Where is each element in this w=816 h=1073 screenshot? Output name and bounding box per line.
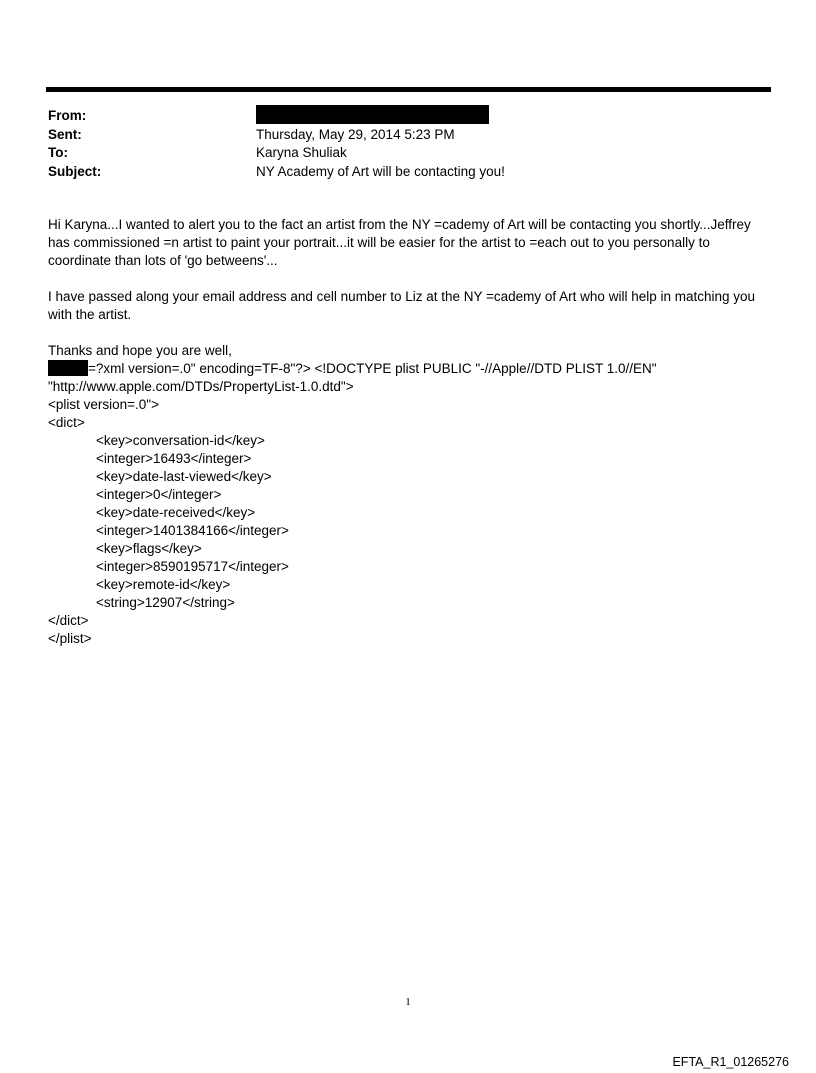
sent-value: Thursday, May 29, 2014 5:23 PM bbox=[256, 126, 455, 142]
closing-line: Thanks and hope you are well, bbox=[48, 343, 232, 358]
header-rule bbox=[46, 87, 771, 92]
plist-close: </plist> bbox=[48, 631, 92, 646]
dict-close: </dict> bbox=[48, 613, 89, 628]
plist-entry: <integer>16493</integer> bbox=[96, 451, 252, 466]
to-row bbox=[48, 144, 505, 163]
from-label: From: bbox=[48, 108, 87, 123]
plist-entry: <key>conversation-id</key> bbox=[96, 433, 265, 448]
plist-entry: <string>12907</string> bbox=[96, 595, 235, 610]
sent-label: Sent: bbox=[48, 126, 82, 142]
from-redaction bbox=[256, 105, 489, 124]
plist-entry: <integer>0</integer> bbox=[96, 487, 222, 502]
to-label: To: bbox=[48, 145, 68, 160]
plist-entry: <integer>8590195717</integer> bbox=[96, 559, 289, 574]
sent-row bbox=[48, 126, 505, 145]
xml-header-text: =?xml version=.0" encoding=TF-8"?> <!DOCTYPE plist PUBLIC "-//Apple//DTD PLIST 1.0//EN" bbox=[88, 361, 657, 376]
inline-redaction bbox=[48, 360, 88, 376]
body-paragraph-1: Hi Karyna...I wanted to alert you to the fact an artist from the NY =cademy of Art will be contacting you shortly...Jeffrey has commissioned =n artist to paint your portrait...it will be easier for the artist to =each out to you personally to coordinate than lots of 'go betweens'... bbox=[48, 217, 751, 268]
plist-xml-header bbox=[48, 360, 770, 378]
document-id: EFTA_R1_01265276 bbox=[672, 1055, 789, 1069]
page-number: 1 bbox=[405, 996, 411, 1008]
plist-entry: <key>flags</key> bbox=[96, 541, 202, 556]
plist-block bbox=[48, 360, 770, 648]
to-value: Karyna Shuliak bbox=[256, 145, 347, 160]
plist-entry: <key>date-received</key> bbox=[96, 505, 256, 520]
subject-row bbox=[48, 163, 505, 182]
plist-dtd-url: "http://www.apple.com/DTDs/PropertyList-1.0.dtd"> bbox=[48, 379, 354, 394]
plist-entry: <integer>1401384166</integer> bbox=[96, 523, 289, 538]
dict-open: <dict> bbox=[48, 415, 85, 430]
body-paragraph-2: I have passed along your email address and cell number to Liz at the NY =cademy of Art who will help in matching you with the artist. bbox=[48, 289, 756, 322]
plist-open: <plist version=.0"> bbox=[48, 397, 159, 412]
plist-entry: <key>date-last-viewed</key> bbox=[96, 469, 272, 484]
plist-entry: <key>remote-id</key> bbox=[96, 577, 231, 592]
subject-value: NY Academy of Art will be contacting you! bbox=[256, 163, 505, 179]
email-body bbox=[48, 216, 770, 648]
subject-label: Subject: bbox=[48, 163, 102, 179]
email-header bbox=[48, 107, 505, 181]
from-row bbox=[48, 107, 505, 126]
